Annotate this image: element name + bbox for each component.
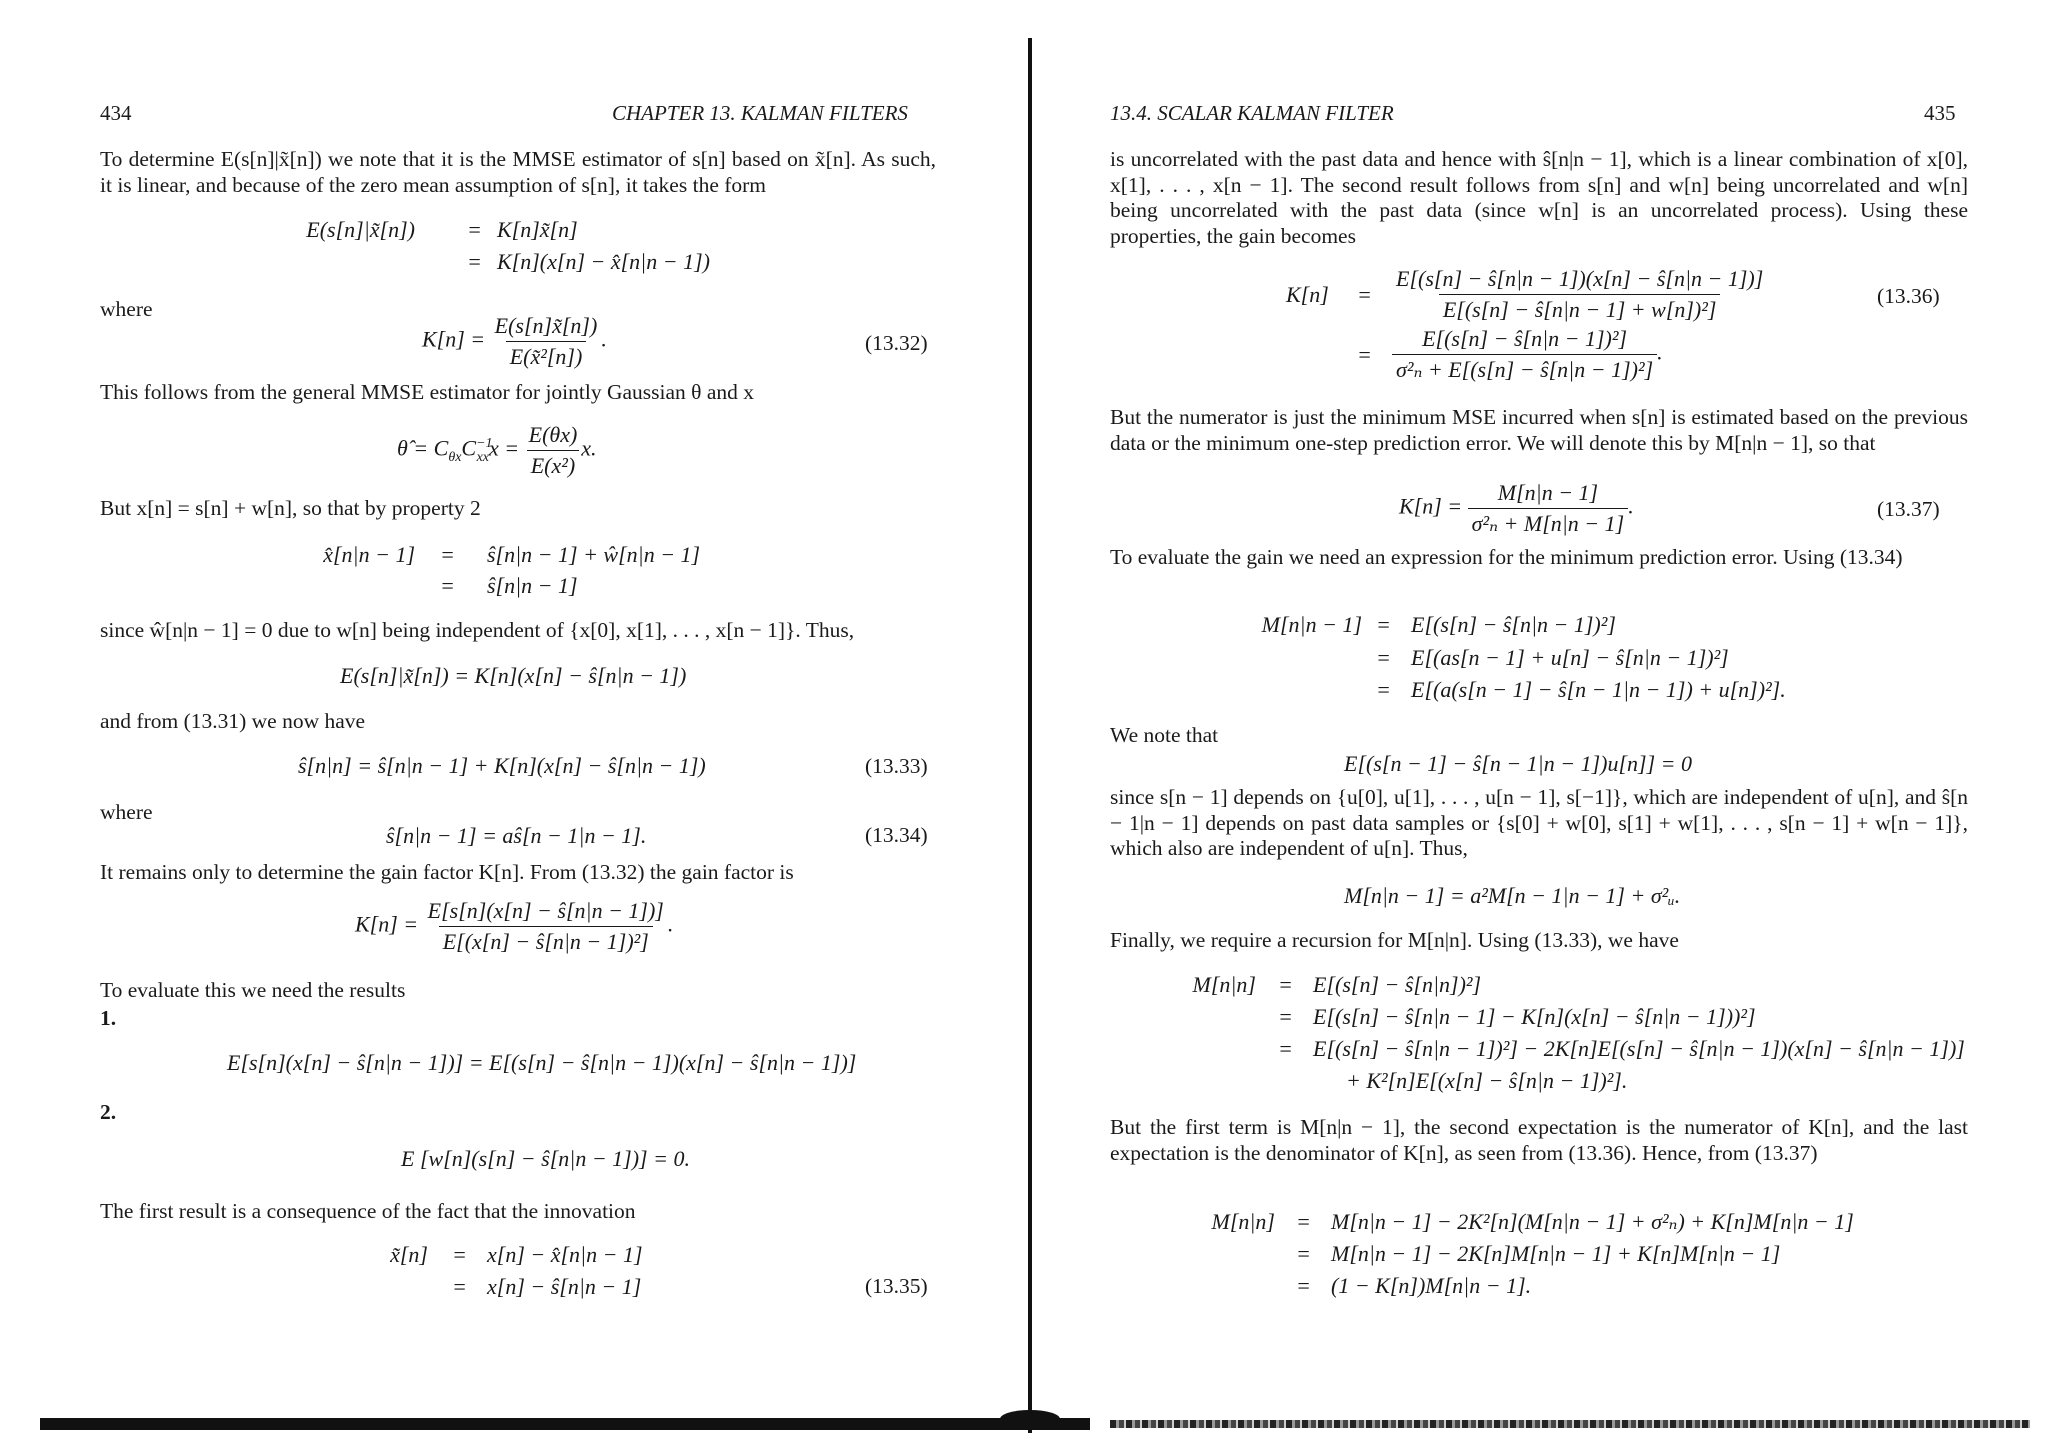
right-eq-a2-sign: =	[1357, 342, 1372, 367]
left-eq-theta	[397, 422, 597, 479]
scan-bottom-edge-right	[1110, 1420, 2030, 1428]
right-eq-g3-sign: =	[1296, 1273, 1311, 1298]
right-eq-c1-sign: =	[1376, 612, 1391, 637]
left-eq-K-denominator: E(x̃²[n])	[506, 341, 587, 370]
right-paragraph-1: is uncorrelated with the past data and hence with ŝ[n|n − 1], which is a linear combination of x[0], x[1], . . . , x[n − 1]. The second result follows from s[n] and w[n] being uncorrelated and w[n] being uncorrelated with the past data (since w[n] is an uncorrelated process). Using these properties, the gain becomes	[1110, 147, 1968, 248]
right-eq-g1-sign: =	[1296, 1209, 1311, 1234]
right-eq-number-13-36: (13.36)	[1877, 284, 1940, 308]
right-eq-g-lhs: M[n|n]	[1211, 1209, 1275, 1234]
left-eq-e: ŝ[n|n − 1] = aŝ[n − 1|n − 1].	[386, 823, 647, 848]
left-eq-a1-rhs: K[n]x̃[n]	[497, 217, 578, 242]
right-eq-b-denominator: σ²ₙ + M[n|n − 1]	[1468, 508, 1629, 537]
left-eq-a2-rhs: K[n](x[n] − x̂[n|n − 1])	[497, 249, 710, 274]
left-eq-i1-rhs: x[n] − x̂[n|n − 1]	[487, 1242, 643, 1267]
left-eq-theta-denominator: E(x²)	[527, 450, 579, 479]
left-eq-a1-lhs: E(s[n]|x̃[n])	[306, 217, 415, 242]
right-eq-c3-sign: =	[1376, 677, 1391, 702]
scan-bottom-edge-left	[40, 1418, 1090, 1430]
left-eq-number-13-35: (13.35)	[865, 1274, 928, 1298]
right-eq-c1-rhs: E[(s[n] − ŝ[n|n − 1])²]	[1411, 612, 1616, 637]
left-eq-number-13-34: (13.34)	[865, 823, 928, 847]
right-eq-c-lhs: M[n|n − 1]	[1261, 612, 1362, 637]
left-item-2: 2.	[100, 1100, 117, 1124]
right-eq-a1-numerator: E[(s[n] − ŝ[n|n − 1])(x[n] − ŝ[n|n − 1])]	[1396, 266, 1764, 291]
left-eq-theta-numerator: E(θx)	[528, 422, 578, 447]
left-eq-d: ŝ[n|n] = ŝ[n|n − 1] + K[n](x[n] − ŝ[n|n − 1])	[298, 753, 706, 778]
left-eq-c: E(s[n]|x̃[n]) = K[n](x[n] − ŝ[n|n − 1])	[340, 663, 687, 688]
right-eq-b-numerator: M[n|n − 1]	[1497, 480, 1599, 505]
left-eq-f-denominator: E[(x[n] − ŝ[n|n − 1])²]	[439, 926, 653, 955]
right-eq-f3-rhs: E[(s[n] − ŝ[n|n − 1])²] − 2K[n]E[(s[n] − ŝ[n|n − 1])(x[n] − ŝ[n|n − 1])]	[1313, 1036, 1965, 1061]
left-paragraph-3: But x[n] = s[n] + w[n], so that by property 2	[100, 496, 481, 520]
left-eq-theta-fraction	[525, 422, 582, 479]
left-eq-f: K[n] = $\frac{E[s[n](x[n] - ŝ[n|n - 1])]}{\text{E[(x[n] − ŝ[n|n − 1])²]}}$ .	[355, 898, 674, 954]
left-eq-theta-sup: −1	[476, 436, 493, 452]
left-page-number: 434	[100, 101, 132, 125]
left-paragraph-7: To evaluate this we need the results	[100, 978, 406, 1002]
right-paragraph-7: But the first term is M[n|n − 1], the second expectation is the numerator of K[n], and the last expectation is the denominator of K[n], as seen from (13.36). Hence, from (13.37)	[1110, 1115, 1968, 1165]
left-eq-i1-sign: =	[452, 1242, 467, 1267]
left-eq-g: E[s[n](x[n] − ŝ[n|n − 1])] = E[(s[n] − ŝ[n|n − 1])(x[n] − ŝ[n|n − 1])]	[227, 1050, 857, 1075]
left-eq-h: E [w[n](s[n] − ŝ[n|n − 1])] = 0.	[401, 1146, 690, 1171]
right-eq-a2-numerator: E[(s[n] − ŝ[n|n − 1])²]	[1422, 326, 1628, 351]
left-eq-a2-sign: =	[467, 249, 482, 274]
left-paragraph-4: since ŵ[n|n − 1] = 0 due to w[n] being independent of {x[0], x[1], . . . , x[n − 1]}. Thus,	[100, 618, 855, 642]
right-eq-f1-sign: =	[1278, 972, 1293, 997]
right-running-head: 13.4. SCALAR KALMAN FILTER	[1110, 101, 1394, 125]
right-eq-b-fraction	[1468, 480, 1629, 537]
right-eq-a2: $\frac{\text{E[(s[n] − ŝ[n|n − 1])²]}}{\text{σ²ₙ + E[(s[n] − ŝ[n|n − 1])²]}}$ .	[1392, 326, 1663, 383]
left-eq-b2-sign: =	[440, 573, 455, 598]
right-eq-c2-rhs: E[(as[n − 1] + u[n] − ŝ[n|n − 1])²]	[1411, 645, 1729, 670]
left-eq-f-numerator: E[s[n](x[n] − ŝ[n|n − 1])]	[427, 898, 664, 923]
left-eq-b1-lhs: x̂[n|n − 1]	[323, 542, 415, 567]
right-eq-c2-sign: =	[1376, 645, 1391, 670]
left-eq-a1-sign: =	[467, 217, 482, 242]
right-eq-f2-rhs: E[(s[n] − ŝ[n|n − 1] − K[n](x[n] − ŝ[n|n − 1]))²]	[1313, 1004, 1756, 1029]
right-eq-a1-denominator: E[(s[n] − ŝ[n|n − 1] + w[n])²]	[1439, 294, 1721, 323]
right-eq-number-13-37: (13.37)	[1877, 497, 1940, 521]
right-eq-a2-fraction	[1392, 326, 1657, 383]
left-where-2: where	[100, 800, 153, 824]
left-eq-b1-sign: =	[440, 542, 455, 567]
right-paragraph-3: To evaluate the gain we need an expression for the minimum prediction error. Using (13.34)	[1110, 545, 1903, 569]
right-eq-f1-rhs: E[(s[n] − ŝ[n|n])²]	[1313, 972, 1482, 997]
right-eq-g3-rhs: (1 − K[n])M[n|n − 1].	[1331, 1273, 1532, 1298]
right-eq-a-lhs: K[n]	[1286, 282, 1329, 307]
left-paragraph-8: The first result is a consequence of the fact that the innovation	[100, 1199, 636, 1223]
left-paragraph-5: and from (13.31) we now have	[100, 709, 366, 733]
left-eq-K-fraction	[491, 313, 602, 370]
right-eq-a1	[1392, 266, 1767, 323]
left-eq-K-lhs: K[n] =	[422, 326, 486, 352]
left-eq-theta-sub2: xx	[476, 449, 489, 465]
left-eq-K: K[n] = $\frac{E(s[n]x̃[n])}{\text{E(x̃²[n])}}$ .	[422, 313, 607, 369]
right-eq-f4-rhs: + K²[n]E[(x[n] − ŝ[n|n − 1])²].	[1346, 1068, 1628, 1093]
right-paragraph-4: We note that	[1110, 723, 1219, 747]
left-paragraph-2: This follows from the general MMSE estimator for jointly Gaussian θ and x	[100, 380, 754, 404]
right-eq-f3-sign: =	[1278, 1036, 1293, 1061]
right-eq-d: E[(s[n − 1] − ŝ[n − 1|n − 1])u[n]] = 0	[1344, 751, 1692, 776]
right-eq-a2-denominator: σ²ₙ + E[(s[n] − ŝ[n|n − 1])²]	[1392, 354, 1657, 383]
left-eq-f-lhs: K[n] =	[355, 911, 419, 937]
left-page	[0, 0, 1020, 1446]
left-item-1: 1.	[100, 1006, 117, 1030]
left-eq-b1-rhs: ŝ[n|n − 1] + ŵ[n|n − 1]	[487, 542, 701, 567]
left-eq-theta-mid: C	[461, 435, 477, 461]
right-eq-a1-fraction	[1392, 266, 1767, 323]
left-paragraph-6: It remains only to determine the gain factor K[n]. From (13.32) the gain factor is	[100, 860, 794, 884]
right-eq-b-lhs: K[n] =	[1399, 493, 1463, 519]
right-eq-g2-rhs: M[n|n − 1] − 2K[n]M[n|n − 1] + K[n]M[n|n − 1]	[1331, 1241, 1781, 1266]
left-running-head: CHAPTER 13. KALMAN FILTERS	[612, 101, 908, 125]
left-eq-K-numerator: E(s[n]x̃[n])	[494, 313, 598, 338]
left-eq-i1-lhs: x̃[n]	[390, 1242, 428, 1267]
left-eq-number-13-32: (13.32)	[865, 331, 928, 355]
right-page-number: 435	[1924, 101, 1956, 125]
right-eq-g2-sign: =	[1296, 1241, 1311, 1266]
right-paragraph-6: Finally, we require a recursion for M[n|n]. Using (13.33), we have	[1110, 928, 1679, 952]
left-eq-i2-rhs: x[n] − ŝ[n|n − 1]	[487, 1274, 642, 1299]
right-paragraph-5: since s[n − 1] depends on {u[0], u[1], . . . , u[n − 1], s[−1]}, which are independent of u[n], and ŝ[n − 1|n − 1] depends on past data samples or {s[0] + w[0], s[1] + w[1], . . . , s[n − 1] + w[n − 1]}, which also are independent of u[n]. Thus,	[1110, 785, 1968, 860]
left-eq-theta-sub1: θx	[448, 449, 462, 465]
left-eq-f-fraction	[424, 898, 668, 955]
right-eq-a1-sign: =	[1357, 282, 1372, 307]
left-eq-number-13-33: (13.33)	[865, 754, 928, 778]
right-eq-e: M[n|n − 1] = a²M[n − 1|n − 1] + σ²ᵤ.	[1344, 883, 1681, 908]
left-eq-b2-rhs: ŝ[n|n − 1]	[487, 573, 578, 598]
left-eq-theta-lhs: θ̂ = C	[397, 435, 449, 461]
right-paragraph-2: But the numerator is just the minimum MSE incurred when s[n] is estimated based on the previous data or the minimum one-step prediction error. We will denote this by M[n|n − 1], so that	[1110, 405, 1968, 455]
right-eq-b: K[n] = $\frac{M[n|n - 1]}{\text{σ²ₙ + M[n|n − 1]}}$ .	[1399, 480, 1634, 536]
left-paragraph-1: To determine E(s[n]|x̃[n]) we note that it is the MMSE estimator of s[n] based on x̃[n]. As such, it is linear, and because of the zero mean assumption of s[n], it takes the form	[100, 147, 936, 197]
right-eq-f2-sign: =	[1278, 1004, 1293, 1029]
left-eq-theta-x: x =	[489, 435, 520, 461]
left-where-1: where	[100, 297, 153, 321]
left-eq-i2-sign: =	[452, 1274, 467, 1299]
right-eq-g1-rhs: M[n|n − 1] − 2K²[n](M[n|n − 1] + σ²ₙ) + K[n]M[n|n − 1]	[1331, 1209, 1854, 1234]
right-eq-c3-rhs: E[(a(s[n − 1] − ŝ[n − 1|n − 1]) + u[n])²].	[1411, 677, 1786, 702]
left-eq-theta-tail: x.	[581, 435, 597, 461]
right-eq-f-lhs: M[n|n]	[1192, 972, 1256, 997]
right-page	[1030, 0, 2048, 1446]
